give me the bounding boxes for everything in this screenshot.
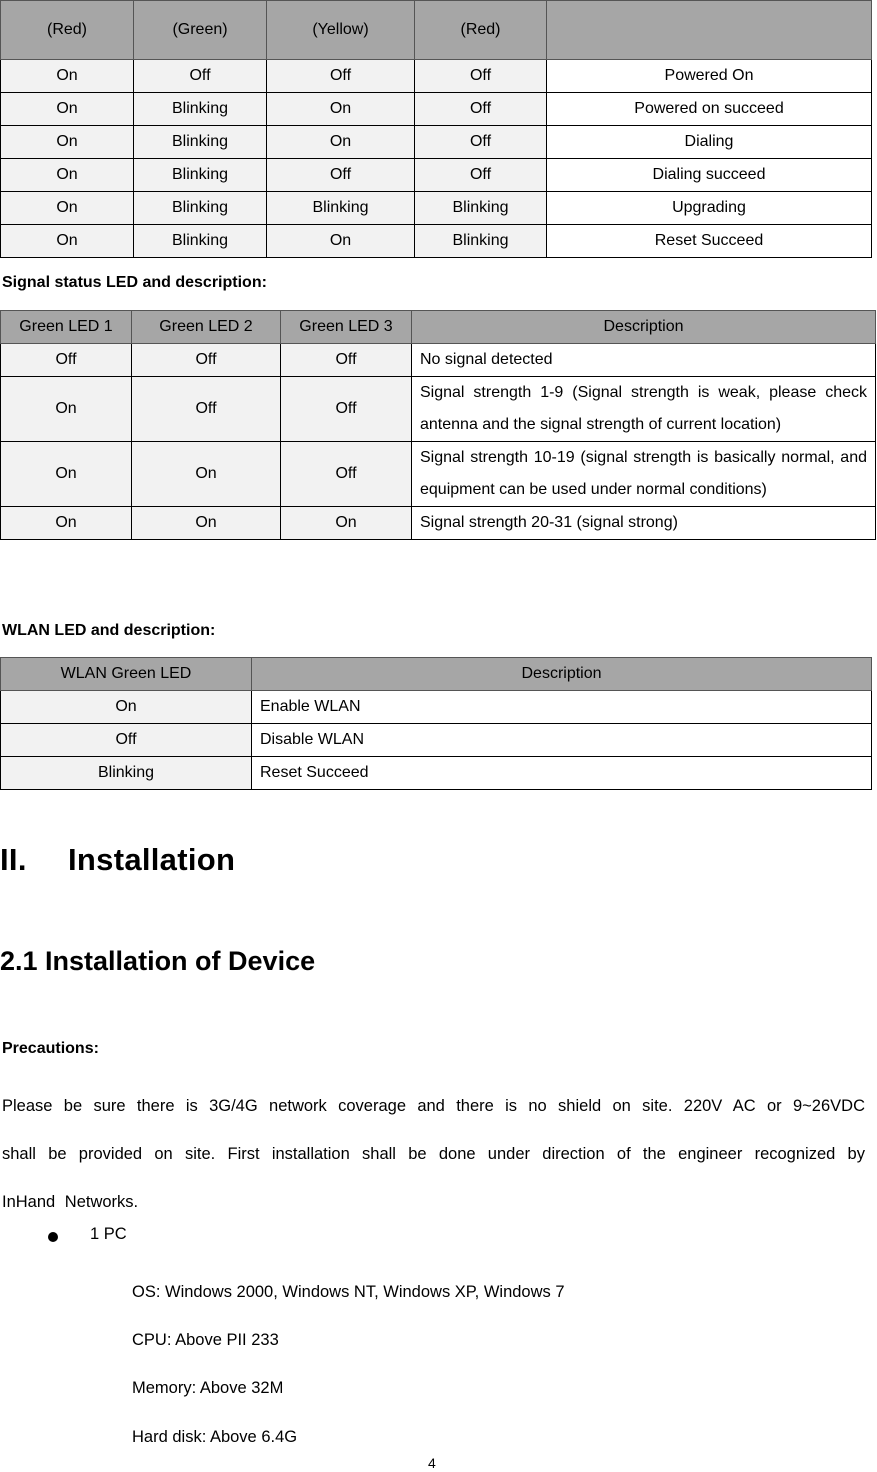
header-cell: Green LED 2 <box>132 311 281 344</box>
cell: Off <box>281 344 412 377</box>
table-row <box>1 60 872 93</box>
cell: On <box>1 377 132 442</box>
cell: Off <box>415 93 547 126</box>
cell: On <box>267 225 415 258</box>
table-row <box>1 225 872 258</box>
cell: Upgrading <box>547 192 872 225</box>
cell: Off <box>415 60 547 93</box>
cell: Blinking <box>415 225 547 258</box>
table-row <box>1 126 872 159</box>
cell: No signal detected <box>412 344 876 377</box>
cell: Blinking <box>134 225 267 258</box>
header-cell: WLAN Green LED <box>1 658 252 691</box>
cell: Off <box>281 377 412 442</box>
cell: Blinking <box>134 126 267 159</box>
requirement-hard-disk: Hard disk: Above 6.4G <box>132 1428 298 1446</box>
cell: Disable WLAN <box>252 724 872 757</box>
cell: Off <box>415 159 547 192</box>
table-row <box>1 724 872 757</box>
table-row <box>1 93 872 126</box>
cell: Off <box>1 724 252 757</box>
table-row <box>1 442 876 507</box>
section-heading: 2.1 Installation of Device <box>0 946 316 976</box>
table-row <box>1 757 872 790</box>
signal-led-table <box>0 310 876 540</box>
header-cell: Description <box>252 658 872 691</box>
table-row <box>1 344 876 377</box>
precautions-text: Please be sure there is 3G/4G network coverage and there is no shield on site. 220V AC or 9~26VDC shall be provided on site. First installation shall be done under direction of the engineer recognized by InHand Networks. <box>2 1097 865 1211</box>
cell: On <box>267 93 415 126</box>
table-row <box>1 691 872 724</box>
table-row <box>1 377 876 442</box>
cell: Blinking <box>267 192 415 225</box>
table-row <box>1 507 876 540</box>
header-cell: Description <box>412 311 876 344</box>
header-cell: (Red) <box>415 1 547 60</box>
table-row <box>1 159 872 192</box>
table-header-row <box>1 311 876 344</box>
cell: Blinking <box>134 159 267 192</box>
cell: Off <box>1 344 132 377</box>
table-header-row <box>1 1 872 60</box>
header-cell <box>547 1 872 60</box>
cell: Dialing succeed <box>547 159 872 192</box>
table-row <box>1 192 872 225</box>
table-header-row <box>1 658 872 691</box>
cell: Blinking <box>134 93 267 126</box>
cell: Off <box>415 126 547 159</box>
cell: On <box>1 126 134 159</box>
cell: Off <box>132 377 281 442</box>
cell: On <box>1 93 134 126</box>
cell: Powered on succeed <box>547 93 872 126</box>
requirement-cpu: CPU: Above PII 233 <box>132 1331 279 1349</box>
header-cell: (Yellow) <box>267 1 415 60</box>
cell: Reset Succeed <box>547 225 872 258</box>
cell: Blinking <box>134 192 267 225</box>
cell: Off <box>267 60 415 93</box>
cell: Powered On <box>547 60 872 93</box>
header-cell: (Green) <box>134 1 267 60</box>
page-number: 4 <box>428 1455 436 1471</box>
cell: Blinking <box>1 757 252 790</box>
cell: Blinking <box>415 192 547 225</box>
cell: On <box>132 442 281 507</box>
cell: Reset Succeed <box>252 757 872 790</box>
signal-section-label: Signal status LED and description: <box>2 274 267 291</box>
cell: On <box>1 507 132 540</box>
cell: Enable WLAN <box>252 691 872 724</box>
cell: On <box>132 507 281 540</box>
requirement-os: OS: Windows 2000, Windows NT, Windows XP, Windows 7 <box>132 1283 565 1301</box>
chapter-title: Installation <box>68 842 236 877</box>
wlan-section-label: WLAN LED and description: <box>2 622 216 639</box>
bullet-icon <box>48 1232 58 1242</box>
cell: On <box>1 225 134 258</box>
cell: Off <box>132 344 281 377</box>
cell: On <box>1 192 134 225</box>
cell: On <box>1 60 134 93</box>
status-led-table <box>0 0 872 258</box>
cell: Signal strength 20-31 (signal strong) <box>412 507 876 540</box>
cell: On <box>1 691 252 724</box>
cell: Signal strength 1-9 (Signal strength is weak, please check antenna and the signal strength of current location) <box>412 377 876 442</box>
chapter-heading <box>0 842 235 878</box>
bullet-item-pc: 1 PC <box>90 1225 127 1243</box>
cell: On <box>281 507 412 540</box>
requirement-memory: Memory: Above 32M <box>132 1379 284 1397</box>
cell: Off <box>134 60 267 93</box>
cell: On <box>267 126 415 159</box>
wlan-led-table <box>0 657 872 790</box>
cell: Signal strength 10-19 (signal strength is basically normal, and equipment can be used under normal conditions) <box>412 442 876 507</box>
header-cell: (Red) <box>1 1 134 60</box>
cell: Off <box>281 442 412 507</box>
cell: On <box>1 159 134 192</box>
precautions-label: Precautions: <box>2 1040 99 1057</box>
header-cell: Green LED 3 <box>281 311 412 344</box>
header-cell: Green LED 1 <box>1 311 132 344</box>
cell: On <box>1 442 132 507</box>
cell: Off <box>267 159 415 192</box>
chapter-number: II. <box>0 842 27 877</box>
cell: Dialing <box>547 126 872 159</box>
